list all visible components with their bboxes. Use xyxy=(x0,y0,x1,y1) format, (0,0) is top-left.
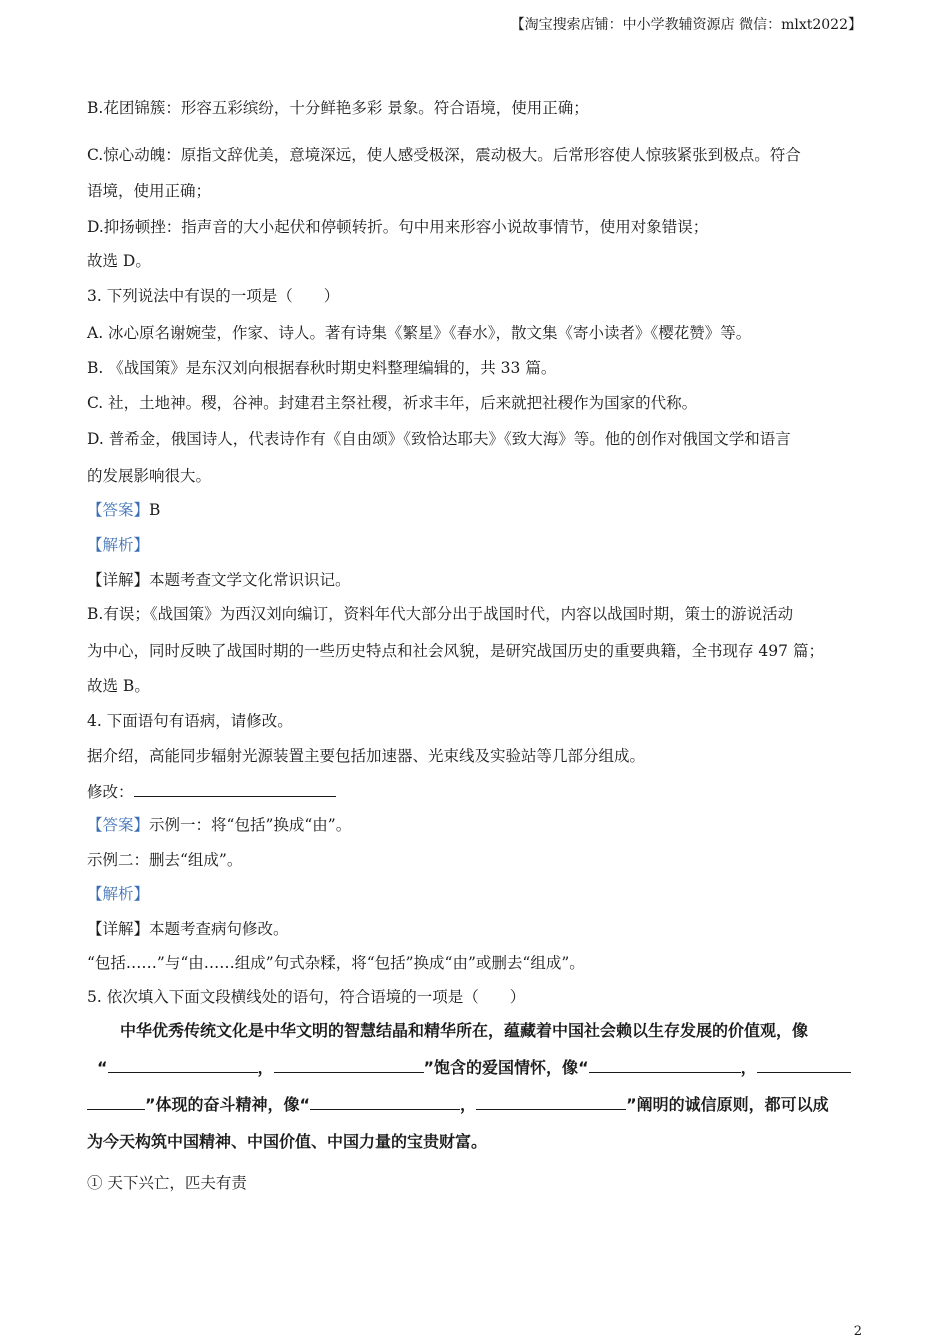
q5-passage-line1: 中华优秀传统文化是中华文明的智慧结晶和精华所在，蕴藏着中国社会赖以生存发展的价值观，像 xyxy=(120,1021,809,1040)
answer-tag: 【答案】 xyxy=(87,816,150,834)
q2-option-c-line2: 语境，使用正确； xyxy=(87,182,212,200)
q4-analysis-tag: 【解析】 xyxy=(87,885,150,903)
q4-revise-row xyxy=(87,779,336,802)
q3-answer xyxy=(87,498,160,520)
q4-explanation: “包括……”与“由……组成”句式杂糅，将“包括”换成“由”或删去“组成”。 xyxy=(87,954,585,972)
q3-stem: 3. 下列说法中有误的一项是（ ） xyxy=(87,287,340,305)
q4-answer-blank[interactable] xyxy=(134,779,336,797)
comma: ， xyxy=(460,1095,477,1114)
q3-option-d-line2: 的发展影响很大。 xyxy=(87,467,212,485)
open-quote: “ xyxy=(299,1095,311,1114)
open-quote: “ xyxy=(578,1058,589,1077)
q5-passage-line4: 为今天构筑中国精神、中国价值、中国力量的宝贵财富。 xyxy=(87,1132,488,1151)
q2-option-d: D.抑扬顿挫：指声音的大小起伏和停顿转折。句中用来形容小说故事情节，使用对象错误； xyxy=(87,218,709,236)
q3-detail: 【详解】本题考查文学文化常识识记。 xyxy=(87,571,351,589)
q5-blank-4b[interactable] xyxy=(87,1091,145,1110)
q4-detail: 【详解】本题考查病句修改。 xyxy=(87,920,289,938)
q3-explanation-line1: B.有误；《战国策》为西汉刘向编订，资料年代大部分出于战国时代，内容以战国时期，策士的游说活动 xyxy=(87,605,794,623)
q3-explanation-line2: 为中心，同时反映了战国时期的一些历史特点和社会风貌，是研究战国历史的重要典籍，全书现存 497 篇； xyxy=(87,642,824,660)
close-quote-1: ”饱含的爱国情怀，像 xyxy=(423,1058,579,1077)
answer-tag: 【答案】 xyxy=(87,501,150,519)
q5-option-1: ① 天下兴亡，匹夫有责 xyxy=(87,1174,247,1192)
q4-revise-label: 修改： xyxy=(87,783,134,802)
q5-blank-2[interactable] xyxy=(274,1054,424,1073)
q4-sentence: 据介绍，高能同步辐射光源装置主要包括加速器、光束线及实验站等几部分组成。 xyxy=(87,747,646,765)
q2-option-c-line1: C.惊心动魄：原指文辞优美，意境深远，使人感受极深，震动极大。后常形容使人惊骇紧张到极点。符合 xyxy=(87,146,801,164)
q3-option-b: B. 《战国策》是东汉刘向根据春秋时期史料整理编辑的，共 33 篇。 xyxy=(87,359,557,377)
q5-passage-line2 xyxy=(87,1049,867,1086)
q2-option-b: B.花团锦簇：形容五彩缤纷，十分鲜艳多彩 景象。符合语境，使用正确； xyxy=(87,99,589,117)
q5-blank-6[interactable] xyxy=(476,1091,626,1110)
q4-answer xyxy=(87,813,351,835)
q4-stem: 4. 下面语句有语病，请修改。 xyxy=(87,712,293,730)
q3-analysis-tag: 【解析】 xyxy=(87,536,150,554)
q5-blank-1[interactable] xyxy=(108,1054,258,1073)
q5-stem: 5. 依次填入下面文段横线处的语句，符合语境的一项是（ ） xyxy=(87,988,526,1006)
page-number: 2 xyxy=(853,1324,862,1339)
page-header: 【淘宝搜索店铺：中小学教辅资源店 微信：mlxt2022】 xyxy=(510,17,862,33)
q3-option-c: C. 社，土地神。稷，谷神。封建君主祭社稷，祈求丰年，后来就把社稷作为国家的代称。 xyxy=(87,394,698,412)
q5-passage xyxy=(87,1012,867,1160)
q2-conclusion: 故选 D。 xyxy=(87,252,151,270)
close-quote-2: ”体现的奋斗精神，像 xyxy=(145,1095,300,1114)
q3-option-a: A. 冰心原名谢婉莹，作家、诗人。著有诗集《繁星》《春水》，散文集《寄小读者》《樱花赞》等。 xyxy=(87,324,752,342)
q4-answer-example2: 示例二：删去“组成”。 xyxy=(87,851,243,869)
q5-blank-3[interactable] xyxy=(589,1054,741,1073)
q3-answer-value: B xyxy=(149,501,161,519)
q3-option-d-line1: D. 普希金，俄国诗人，代表诗作有《自由颂》《致恰达耶夫》《致大海》等。他的创作对俄国文学和语言 xyxy=(87,430,791,448)
q5-blank-5[interactable] xyxy=(310,1091,460,1110)
q4-answer-example1: 示例一：将“包括”换成“由”。 xyxy=(149,816,352,834)
q5-blank-4a[interactable] xyxy=(757,1054,851,1073)
comma: ， xyxy=(740,1058,757,1077)
comma: ， xyxy=(257,1058,274,1077)
open-quote: “ xyxy=(97,1058,108,1077)
close-quote-3: ”阐明的诚信原则，都可以成 xyxy=(626,1095,829,1114)
q3-conclusion: 故选 B。 xyxy=(87,677,150,695)
q5-passage-line3 xyxy=(87,1086,867,1123)
